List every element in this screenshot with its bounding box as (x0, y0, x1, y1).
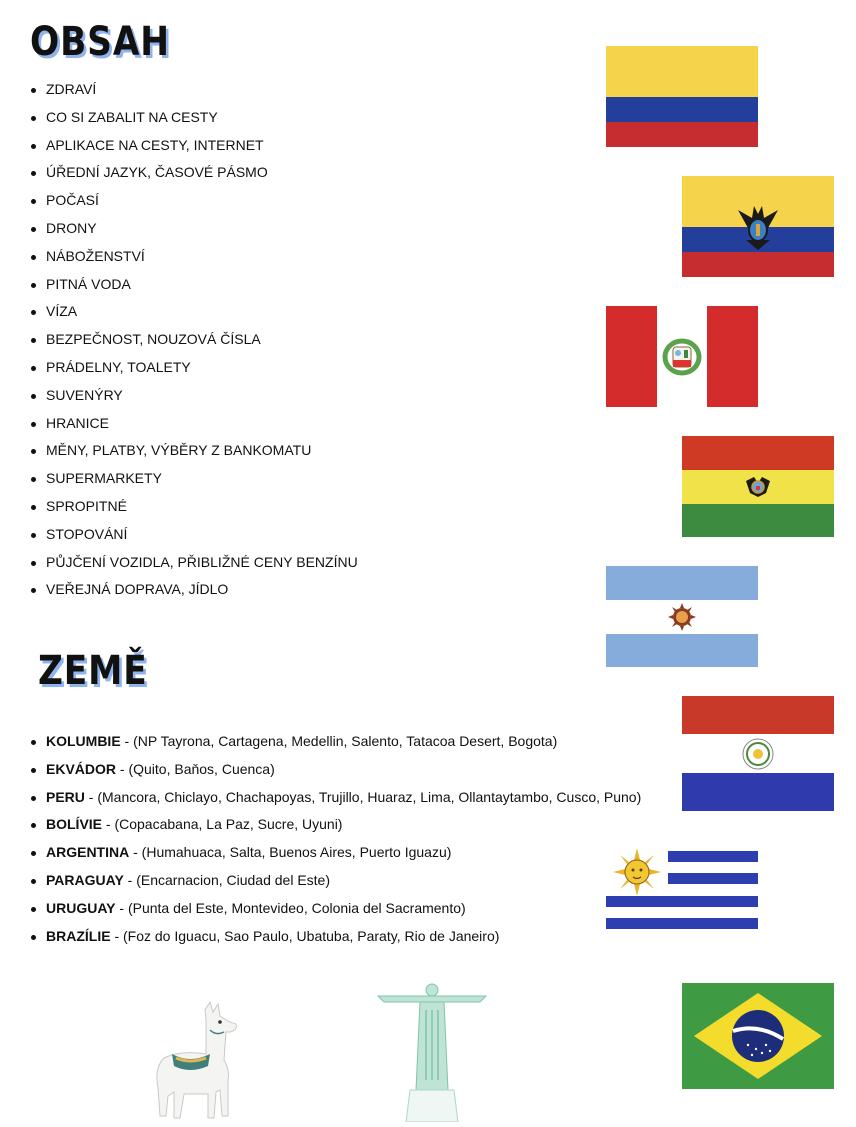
country-item (30, 839, 641, 867)
toc-item: POČASÍ (30, 187, 358, 215)
country-item (30, 923, 641, 951)
toc-item: ZDRAVÍ (30, 76, 358, 104)
country-name: PERU (46, 788, 85, 805)
llama-icon (150, 1000, 250, 1122)
colombia-flag-icon (606, 46, 758, 147)
argentina-flag-icon (606, 566, 758, 667)
toc-item: STOPOVÁNÍ (30, 521, 358, 549)
toc-item: SUVENÝRY (30, 382, 358, 410)
country-item (30, 784, 641, 812)
toc-item: SPROPITNÉ (30, 493, 358, 521)
contents-list (30, 76, 358, 604)
toc-item: HRANICE (30, 410, 358, 438)
country-details: - (Quito, Baňos, Cuenca) (116, 760, 275, 777)
brazil-flag-icon (682, 983, 834, 1089)
toc-item: BEZPEČNOST, NOUZOVÁ ČÍSLA (30, 326, 358, 354)
toc-item: MĚNY, PLATBY, VÝBĚRY Z BANKOMATU (30, 437, 358, 465)
country-item (30, 756, 641, 784)
bolivia-flag-icon (682, 436, 834, 537)
uruguay-flag-icon (606, 840, 758, 941)
toc-item: DRONY (30, 215, 358, 243)
country-name: URUGUAY (46, 899, 116, 916)
country-details: - (Encarnacion, Ciudad del Este) (123, 871, 331, 888)
country-details: - (Humahuaca, Salta, Buenos Aires, Puerto Iguazu) (129, 844, 452, 861)
country-item (30, 811, 641, 839)
peru-flag-icon (606, 306, 758, 407)
country-name: ARGENTINA (46, 844, 130, 861)
toc-item: CO SI ZABALIT NA CESTY (30, 104, 358, 132)
toc-item: PŮJČENÍ VOZIDLA, PŘIBLIŽNÉ CENY BENZÍNU (30, 549, 358, 577)
country-list (30, 728, 641, 950)
country-details: - (Punta del Este, Montevideo, Colonia del Sacramento) (115, 899, 466, 916)
contents-heading: OBSAH (30, 19, 170, 65)
country-name: BOLÍVIE (46, 816, 103, 833)
ecuador-flag-icon (682, 176, 834, 277)
toc-item: NÁBOŽENSTVÍ (30, 243, 358, 271)
country-item (30, 728, 641, 756)
christ-the-redeemer-icon (376, 980, 488, 1122)
country-name: PARAGUAY (46, 871, 124, 888)
toc-item: PRÁDELNY, TOALETY (30, 354, 358, 382)
country-name: KOLUMBIE (46, 733, 121, 749)
country-name: EKVÁDOR (46, 760, 117, 777)
country-item (30, 895, 641, 923)
country-details: - (Foz do Iguacu, Sao Paulo, Ubatuba, Paraty, Rio de Janeiro) (110, 927, 500, 944)
toc-item: PITNÁ VODA (30, 271, 358, 299)
toc-item: ÚŘEDNÍ JAZYK, ČASOVÉ PÁSMO (30, 159, 358, 187)
toc-item: VEŘEJNÁ DOPRAVA, JÍDLO (30, 576, 358, 604)
country-details: - (NP Tayrona, Cartagena, Medellin, Salento, Tatacoa Desert, Bogota) (120, 733, 558, 749)
toc-item: VÍZA (30, 298, 358, 326)
countries-heading: ZEMĚ (38, 648, 148, 694)
country-details: - (Copacabana, La Paz, Sucre, Uyuni) (102, 816, 343, 833)
country-details: - (Mancora, Chiclayo, Chachapoyas, Trujillo, Huaraz, Lima, Ollantaytambo, Cusco, Puno) (84, 788, 642, 805)
country-item (30, 867, 641, 895)
toc-item: SUPERMARKETY (30, 465, 358, 493)
country-name: BRAZÍLIE (46, 927, 111, 944)
paraguay-flag-icon (682, 696, 834, 811)
toc-item: APLIKACE NA CESTY, INTERNET (30, 132, 358, 160)
